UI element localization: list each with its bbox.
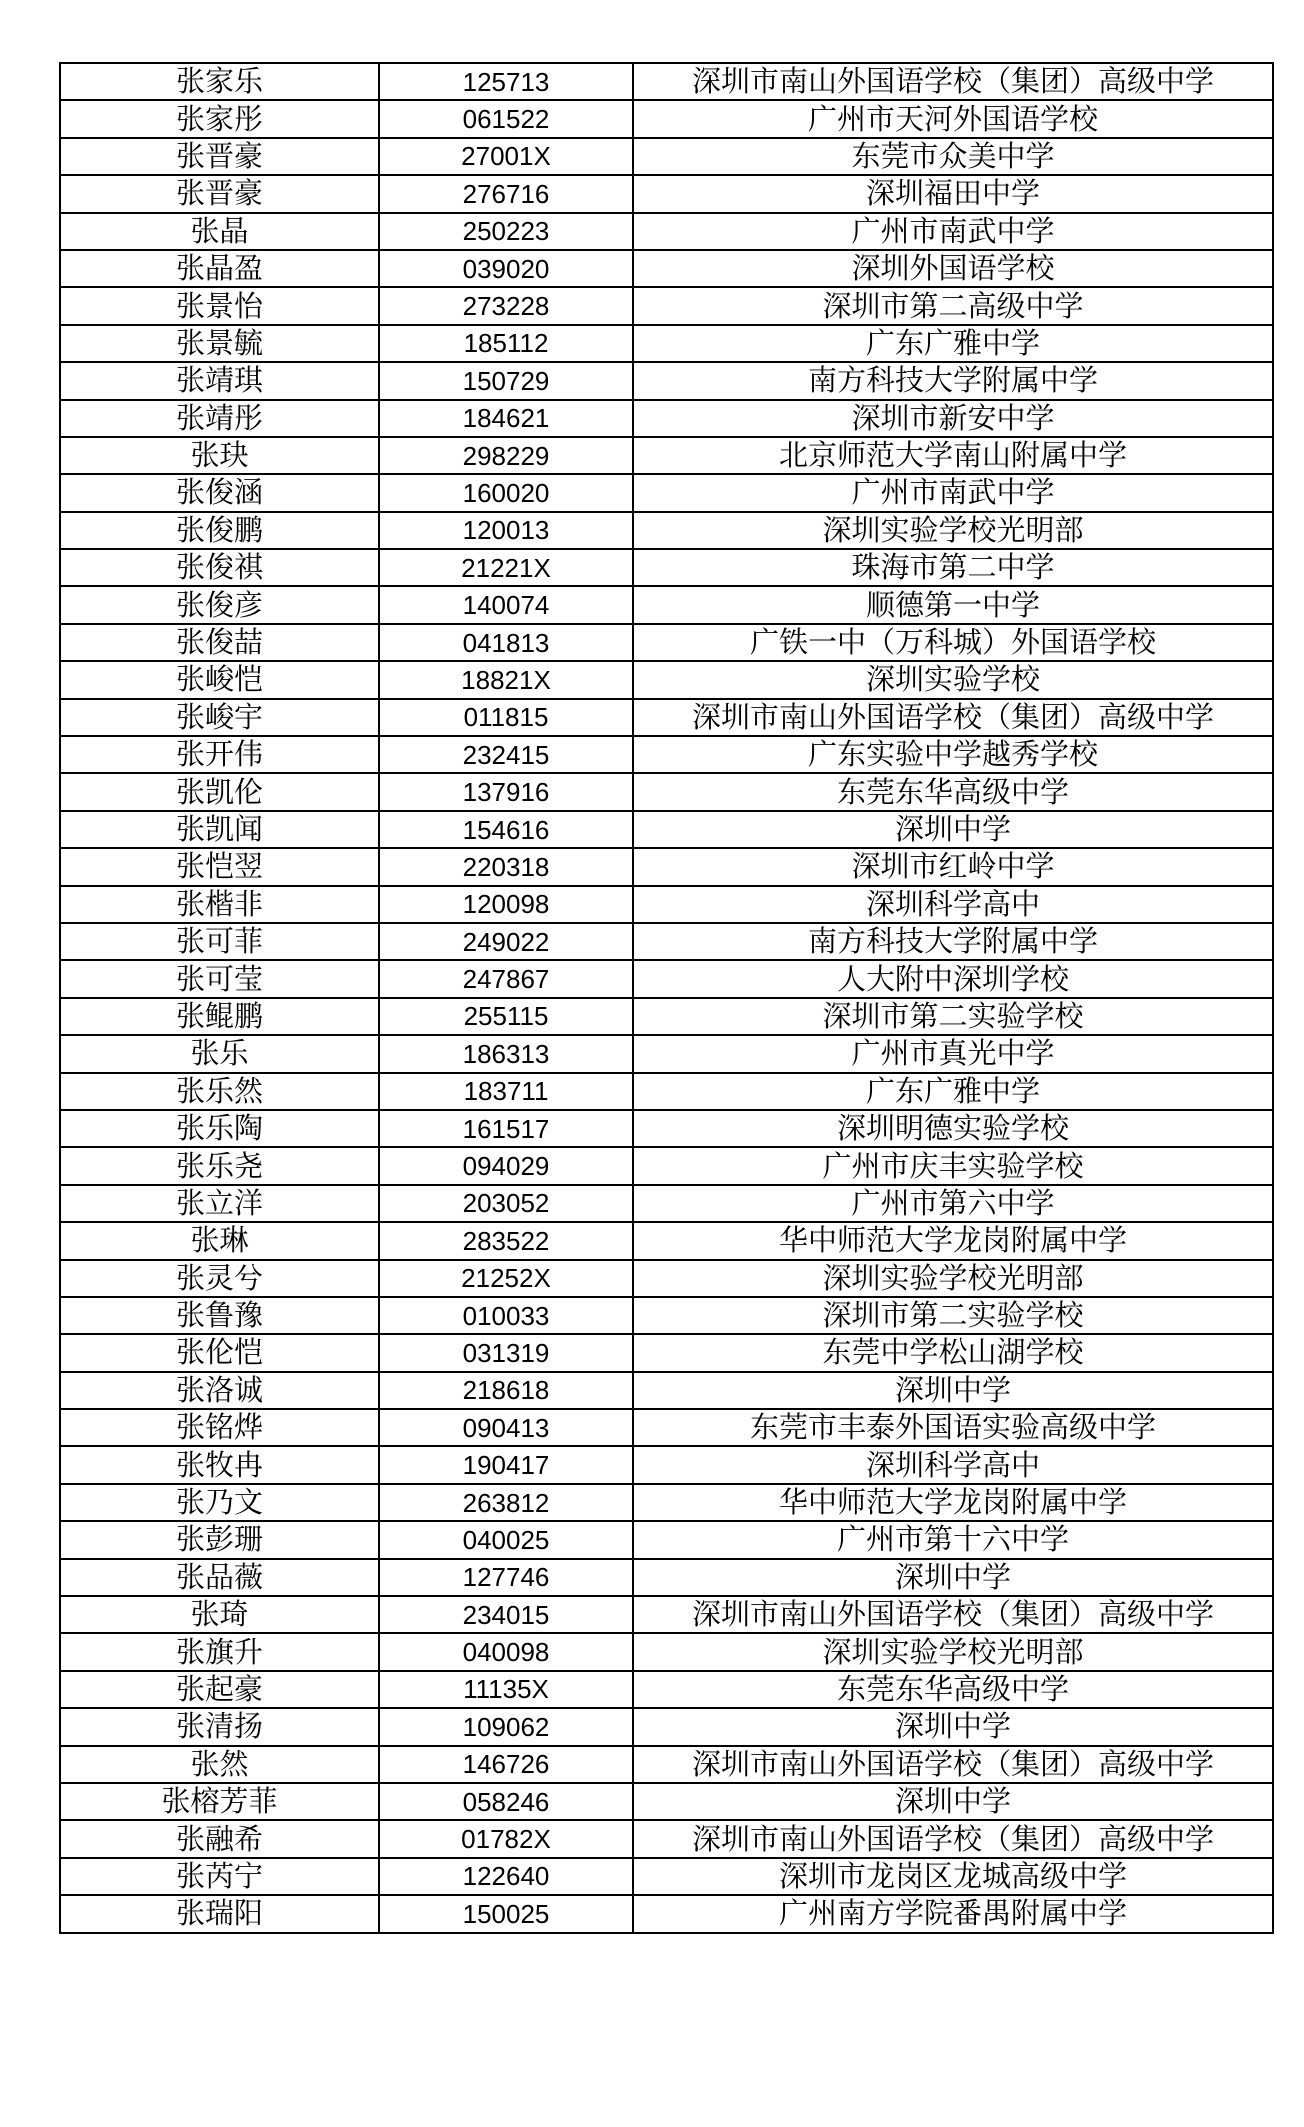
table-row bbox=[60, 736, 1273, 773]
table-row bbox=[60, 1222, 1273, 1259]
student-id-cell: 137916 bbox=[379, 773, 633, 810]
table-row bbox=[60, 699, 1273, 736]
table-row bbox=[60, 998, 1273, 1035]
student-id-cell: 218618 bbox=[379, 1372, 633, 1409]
student-id-cell: 190417 bbox=[379, 1446, 633, 1483]
school-name-cell: 华中师范大学龙岗附属中学 bbox=[633, 1484, 1273, 1521]
table-row bbox=[60, 474, 1273, 511]
student-name-cell: 张可莹 bbox=[60, 960, 379, 997]
school-name-cell: 深圳科学高中 bbox=[633, 1446, 1273, 1483]
table-row bbox=[60, 1633, 1273, 1670]
student-name-cell: 张伦恺 bbox=[60, 1334, 379, 1371]
student-name-cell: 张洛诚 bbox=[60, 1372, 379, 1409]
student-id-cell: 250223 bbox=[379, 213, 633, 250]
table-row bbox=[60, 661, 1273, 698]
student-name-cell: 张旗升 bbox=[60, 1633, 379, 1670]
table-row bbox=[60, 63, 1273, 100]
school-name-cell: 广州市第十六中学 bbox=[633, 1521, 1273, 1558]
student-name-cell: 张铭烨 bbox=[60, 1409, 379, 1446]
student-name-cell: 张鲁豫 bbox=[60, 1297, 379, 1334]
table-row bbox=[60, 1073, 1273, 1110]
table-row bbox=[60, 586, 1273, 623]
student-id-cell: 161517 bbox=[379, 1110, 633, 1147]
school-name-cell: 人大附中深圳学校 bbox=[633, 960, 1273, 997]
school-name-cell: 深圳实验学校光明部 bbox=[633, 1633, 1273, 1670]
school-name-cell: 顺德第一中学 bbox=[633, 586, 1273, 623]
school-name-cell: 广东广雅中学 bbox=[633, 325, 1273, 362]
school-name-cell: 东莞东华高级中学 bbox=[633, 1671, 1273, 1708]
student-id-cell: 21252X bbox=[379, 1260, 633, 1297]
school-name-cell: 广州南方学院番禺附属中学 bbox=[633, 1895, 1273, 1932]
school-name-cell: 深圳实验学校 bbox=[633, 661, 1273, 698]
school-name-cell: 深圳市南山外国语学校（集团）高级中学 bbox=[633, 699, 1273, 736]
school-name-cell: 南方科技大学附属中学 bbox=[633, 362, 1273, 399]
roster-table bbox=[59, 62, 1274, 1934]
table-row bbox=[60, 549, 1273, 586]
school-name-cell: 深圳外国语学校 bbox=[633, 250, 1273, 287]
student-name-cell: 张晶 bbox=[60, 213, 379, 250]
table-row bbox=[60, 886, 1273, 923]
student-id-cell: 185112 bbox=[379, 325, 633, 362]
student-id-cell: 140074 bbox=[379, 586, 633, 623]
school-name-cell: 北京师范大学南山附属中学 bbox=[633, 437, 1273, 474]
student-id-cell: 01782X bbox=[379, 1820, 633, 1857]
table-row bbox=[60, 138, 1273, 175]
table-row bbox=[60, 960, 1273, 997]
table-row bbox=[60, 400, 1273, 437]
student-id-cell: 040025 bbox=[379, 1521, 633, 1558]
table-row bbox=[60, 1409, 1273, 1446]
student-name-cell: 张俊喆 bbox=[60, 624, 379, 661]
student-name-cell: 张立洋 bbox=[60, 1185, 379, 1222]
school-name-cell: 东莞市丰泰外国语实验高级中学 bbox=[633, 1409, 1273, 1446]
school-name-cell: 深圳市南山外国语学校（集团）高级中学 bbox=[633, 63, 1273, 100]
student-name-cell: 张乐然 bbox=[60, 1073, 379, 1110]
student-name-cell: 张乃文 bbox=[60, 1484, 379, 1521]
student-name-cell: 张鲲鹏 bbox=[60, 998, 379, 1035]
student-name-cell: 张榕芳菲 bbox=[60, 1783, 379, 1820]
table-row bbox=[60, 1446, 1273, 1483]
student-name-cell: 张靖彤 bbox=[60, 400, 379, 437]
student-id-cell: 283522 bbox=[379, 1222, 633, 1259]
student-id-cell: 11135X bbox=[379, 1671, 633, 1708]
student-id-cell: 122640 bbox=[379, 1858, 633, 1895]
student-id-cell: 184621 bbox=[379, 400, 633, 437]
student-id-cell: 120098 bbox=[379, 886, 633, 923]
student-name-cell: 张家乐 bbox=[60, 63, 379, 100]
student-name-cell: 张品薇 bbox=[60, 1559, 379, 1596]
table-row bbox=[60, 250, 1273, 287]
student-id-cell: 090413 bbox=[379, 1409, 633, 1446]
table-row bbox=[60, 1297, 1273, 1334]
student-name-cell: 张靖琪 bbox=[60, 362, 379, 399]
school-name-cell: 珠海市第二中学 bbox=[633, 549, 1273, 586]
table-row bbox=[60, 1484, 1273, 1521]
school-name-cell: 深圳中学 bbox=[633, 811, 1273, 848]
student-name-cell: 张琳 bbox=[60, 1222, 379, 1259]
student-name-cell: 张清扬 bbox=[60, 1708, 379, 1745]
student-name-cell: 张乐陶 bbox=[60, 1110, 379, 1147]
table-row bbox=[60, 1746, 1273, 1783]
school-name-cell: 深圳实验学校光明部 bbox=[633, 512, 1273, 549]
table-row bbox=[60, 1671, 1273, 1708]
student-id-cell: 061522 bbox=[379, 100, 633, 137]
table-row bbox=[60, 1596, 1273, 1633]
school-name-cell: 广州市真光中学 bbox=[633, 1035, 1273, 1072]
table-row bbox=[60, 1521, 1273, 1558]
student-name-cell: 张晶盈 bbox=[60, 250, 379, 287]
student-id-cell: 154616 bbox=[379, 811, 633, 848]
table-row bbox=[60, 213, 1273, 250]
table-row bbox=[60, 1185, 1273, 1222]
table-row bbox=[60, 437, 1273, 474]
student-id-cell: 150729 bbox=[379, 362, 633, 399]
student-name-cell: 张瑞阳 bbox=[60, 1895, 379, 1932]
student-id-cell: 109062 bbox=[379, 1708, 633, 1745]
student-name-cell: 张家彤 bbox=[60, 100, 379, 137]
school-name-cell: 深圳市第二高级中学 bbox=[633, 287, 1273, 324]
student-id-cell: 039020 bbox=[379, 250, 633, 287]
student-name-cell: 张玦 bbox=[60, 437, 379, 474]
student-name-cell: 张俊鹏 bbox=[60, 512, 379, 549]
table-row bbox=[60, 1260, 1273, 1297]
student-id-cell: 234015 bbox=[379, 1596, 633, 1633]
student-id-cell: 232415 bbox=[379, 736, 633, 773]
student-id-cell: 255115 bbox=[379, 998, 633, 1035]
table-row bbox=[60, 1334, 1273, 1371]
school-name-cell: 深圳实验学校光明部 bbox=[633, 1260, 1273, 1297]
student-name-cell: 张琦 bbox=[60, 1596, 379, 1633]
school-name-cell: 广东实验中学越秀学校 bbox=[633, 736, 1273, 773]
school-name-cell: 广州市第六中学 bbox=[633, 1185, 1273, 1222]
student-id-cell: 249022 bbox=[379, 923, 633, 960]
student-name-cell: 张峻恺 bbox=[60, 661, 379, 698]
school-name-cell: 深圳市南山外国语学校（集团）高级中学 bbox=[633, 1746, 1273, 1783]
school-name-cell: 深圳市红岭中学 bbox=[633, 848, 1273, 885]
student-id-cell: 183711 bbox=[379, 1073, 633, 1110]
student-id-cell: 010033 bbox=[379, 1297, 633, 1334]
student-id-cell: 031319 bbox=[379, 1334, 633, 1371]
student-name-cell: 张恺翌 bbox=[60, 848, 379, 885]
student-name-cell: 张乐尧 bbox=[60, 1147, 379, 1184]
student-id-cell: 146726 bbox=[379, 1746, 633, 1783]
student-name-cell: 张彭珊 bbox=[60, 1521, 379, 1558]
student-name-cell: 张楷非 bbox=[60, 886, 379, 923]
student-id-cell: 011815 bbox=[379, 699, 633, 736]
table-row bbox=[60, 1895, 1273, 1932]
school-name-cell: 华中师范大学龙岗附属中学 bbox=[633, 1222, 1273, 1259]
table-row bbox=[60, 362, 1273, 399]
student-name-cell: 张乐 bbox=[60, 1035, 379, 1072]
table-row bbox=[60, 773, 1273, 810]
table-row bbox=[60, 1820, 1273, 1857]
school-name-cell: 南方科技大学附属中学 bbox=[633, 923, 1273, 960]
student-id-cell: 273228 bbox=[379, 287, 633, 324]
student-id-cell: 094029 bbox=[379, 1147, 633, 1184]
school-name-cell: 深圳市第二实验学校 bbox=[633, 1297, 1273, 1334]
table-row bbox=[60, 512, 1273, 549]
school-name-cell: 深圳福田中学 bbox=[633, 175, 1273, 212]
school-name-cell: 深圳市第二实验学校 bbox=[633, 998, 1273, 1035]
school-name-cell: 广东广雅中学 bbox=[633, 1073, 1273, 1110]
student-id-cell: 247867 bbox=[379, 960, 633, 997]
student-name-cell: 张景怡 bbox=[60, 287, 379, 324]
school-name-cell: 东莞市众美中学 bbox=[633, 138, 1273, 175]
table-row bbox=[60, 811, 1273, 848]
school-name-cell: 深圳市龙岗区龙城高级中学 bbox=[633, 1858, 1273, 1895]
school-name-cell: 深圳市新安中学 bbox=[633, 400, 1273, 437]
school-name-cell: 广州市天河外国语学校 bbox=[633, 100, 1273, 137]
student-name-cell: 张凯闻 bbox=[60, 811, 379, 848]
student-name-cell: 张芮宁 bbox=[60, 1858, 379, 1895]
school-name-cell: 深圳中学 bbox=[633, 1783, 1273, 1820]
school-name-cell: 东莞东华高级中学 bbox=[633, 773, 1273, 810]
student-name-cell: 张牧冉 bbox=[60, 1446, 379, 1483]
school-name-cell: 广州市庆丰实验学校 bbox=[633, 1147, 1273, 1184]
student-id-cell: 041813 bbox=[379, 624, 633, 661]
table-row bbox=[60, 1372, 1273, 1409]
table-row bbox=[60, 1783, 1273, 1820]
student-name-cell: 张峻宇 bbox=[60, 699, 379, 736]
student-id-cell: 186313 bbox=[379, 1035, 633, 1072]
table-row bbox=[60, 325, 1273, 362]
student-name-cell: 张景毓 bbox=[60, 325, 379, 362]
school-name-cell: 深圳中学 bbox=[633, 1372, 1273, 1409]
student-id-cell: 125713 bbox=[379, 63, 633, 100]
table-row bbox=[60, 1147, 1273, 1184]
student-id-cell: 220318 bbox=[379, 848, 633, 885]
student-name-cell: 张融希 bbox=[60, 1820, 379, 1857]
table-row bbox=[60, 287, 1273, 324]
student-id-cell: 160020 bbox=[379, 474, 633, 511]
student-name-cell: 张灵兮 bbox=[60, 1260, 379, 1297]
table-row bbox=[60, 848, 1273, 885]
table-row bbox=[60, 624, 1273, 661]
student-id-cell: 298229 bbox=[379, 437, 633, 474]
student-id-cell: 120013 bbox=[379, 512, 633, 549]
table-row bbox=[60, 1110, 1273, 1147]
student-id-cell: 203052 bbox=[379, 1185, 633, 1222]
student-name-cell: 张然 bbox=[60, 1746, 379, 1783]
student-name-cell: 张晋豪 bbox=[60, 175, 379, 212]
student-name-cell: 张俊涵 bbox=[60, 474, 379, 511]
student-id-cell: 127746 bbox=[379, 1559, 633, 1596]
student-name-cell: 张起豪 bbox=[60, 1671, 379, 1708]
student-id-cell: 040098 bbox=[379, 1633, 633, 1670]
student-name-cell: 张可菲 bbox=[60, 923, 379, 960]
table-row bbox=[60, 923, 1273, 960]
student-id-cell: 18821X bbox=[379, 661, 633, 698]
school-name-cell: 东莞中学松山湖学校 bbox=[633, 1334, 1273, 1371]
student-id-cell: 276716 bbox=[379, 175, 633, 212]
table-row bbox=[60, 175, 1273, 212]
school-name-cell: 深圳市南山外国语学校（集团）高级中学 bbox=[633, 1820, 1273, 1857]
student-name-cell: 张晋豪 bbox=[60, 138, 379, 175]
school-name-cell: 深圳中学 bbox=[633, 1559, 1273, 1596]
school-name-cell: 深圳科学高中 bbox=[633, 886, 1273, 923]
school-name-cell: 深圳中学 bbox=[633, 1708, 1273, 1745]
table-row bbox=[60, 1708, 1273, 1745]
roster-body bbox=[60, 63, 1273, 1933]
student-name-cell: 张开伟 bbox=[60, 736, 379, 773]
student-name-cell: 张俊彦 bbox=[60, 586, 379, 623]
student-name-cell: 张俊祺 bbox=[60, 549, 379, 586]
student-name-cell: 张凯伦 bbox=[60, 773, 379, 810]
school-name-cell: 广州市南武中学 bbox=[633, 474, 1273, 511]
student-id-cell: 150025 bbox=[379, 1895, 633, 1932]
student-id-cell: 21221X bbox=[379, 549, 633, 586]
school-name-cell: 深圳明德实验学校 bbox=[633, 1110, 1273, 1147]
student-id-cell: 27001X bbox=[379, 138, 633, 175]
student-id-cell: 263812 bbox=[379, 1484, 633, 1521]
table-row bbox=[60, 1559, 1273, 1596]
table-row bbox=[60, 100, 1273, 137]
school-name-cell: 广铁一中（万科城）外国语学校 bbox=[633, 624, 1273, 661]
table-row bbox=[60, 1035, 1273, 1072]
school-name-cell: 深圳市南山外国语学校（集团）高级中学 bbox=[633, 1596, 1273, 1633]
school-name-cell: 广州市南武中学 bbox=[633, 213, 1273, 250]
student-id-cell: 058246 bbox=[379, 1783, 633, 1820]
table-row bbox=[60, 1858, 1273, 1895]
